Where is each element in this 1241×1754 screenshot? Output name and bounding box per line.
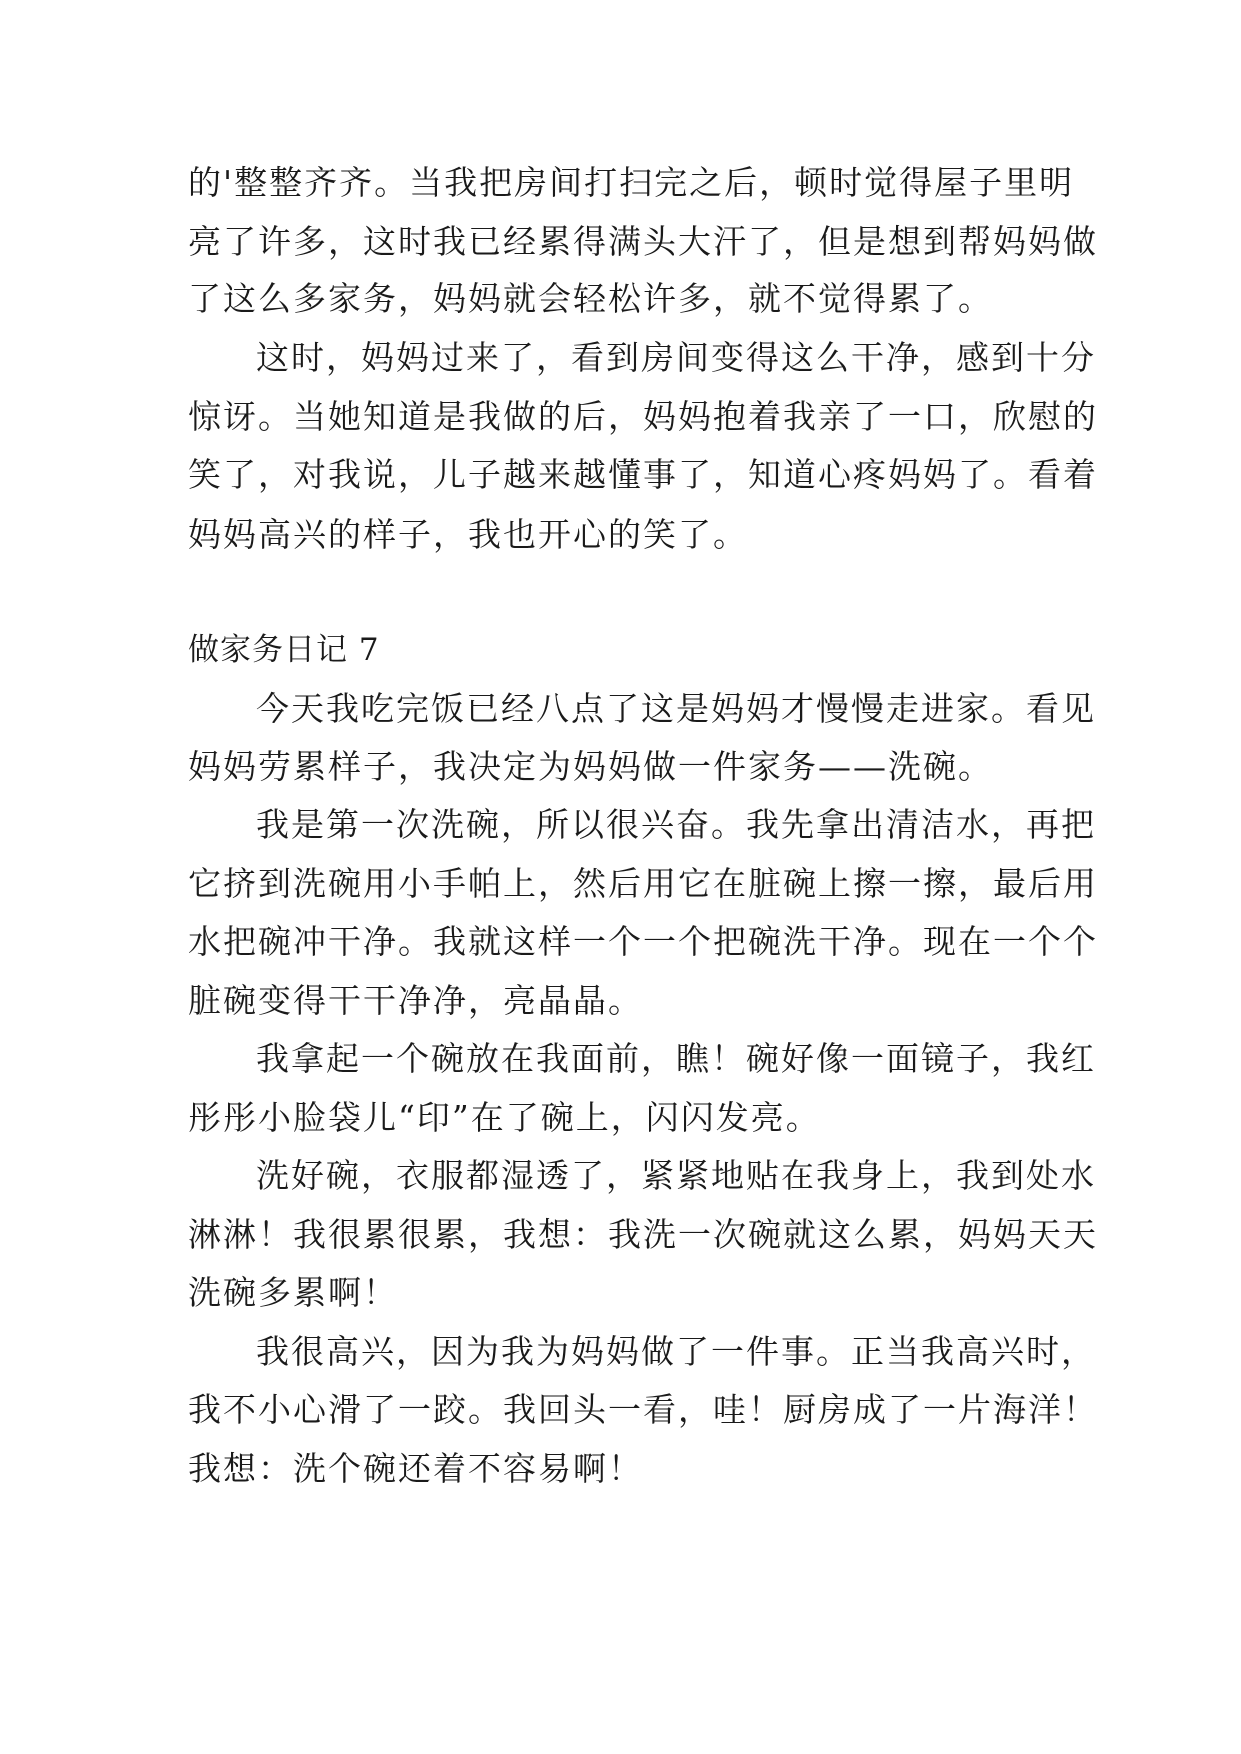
- text-line: 它挤到洗碗用小手帕上，然后用它在脏碗上擦一擦，最后用: [188, 864, 1098, 903]
- text-line: 脏碗变得干干净净，亮晶晶。: [188, 981, 643, 1020]
- paragraph-first-line: 我是第一次洗碗，所以很兴奋。我先拿出清洁水，再把: [256, 805, 1096, 844]
- text-line: 了这么多家务，妈妈就会轻松许多，就不觉得累了。: [188, 279, 993, 318]
- text-line: 妈妈高兴的样子，我也开心的笑了。: [188, 515, 748, 554]
- text-line: 惊讶。当她知道是我做的后，妈妈抱着我亲了一口，欣慰的: [188, 397, 1098, 436]
- text-line: 彤彤小脸袋儿“印”在了碗上，闪闪发亮。: [188, 1098, 821, 1137]
- text-line: 笑了，对我说，儿子越来越懂事了，知道心疼妈妈了。看着: [188, 455, 1098, 494]
- text-line: 的'整整齐齐。当我把房间打扫完之后，顿时觉得屋子里明: [188, 163, 1075, 202]
- text-line: 淋淋！我很累很累，我想：我洗一次碗就这么累，妈妈天天: [188, 1215, 1098, 1254]
- text-line: 水把碗冲干净。我就这样一个一个把碗洗干净。现在一个个: [188, 922, 1098, 961]
- text-line: 洗碗多累啊！: [188, 1273, 398, 1312]
- text-line: 亮了许多，这时我已经累得满头大汗了，但是想到帮妈妈做: [188, 222, 1098, 261]
- paragraph-first-line: 我拿起一个碗放在我面前，瞧！碗好像一面镜子，我红: [256, 1039, 1096, 1078]
- paragraph-first-line: 这时，妈妈过来了，看到房间变得这么干净，感到十分: [256, 338, 1096, 377]
- section-heading: 做家务日记 7: [188, 632, 380, 668]
- text-line: 我不小心滑了一跤。我回头一看，哇！厨房成了一片海洋！: [188, 1390, 1098, 1429]
- paragraph-first-line: 今天我吃完饭已经八点了这是妈妈才慢慢走进家。看见: [256, 689, 1096, 728]
- paragraph-first-line: 我很高兴，因为我为妈妈做了一件事。正当我高兴时，: [256, 1332, 1096, 1371]
- text-line: 我想：洗个碗还着不容易啊！: [188, 1449, 643, 1488]
- text-line: 妈妈劳累样子，我决定为妈妈做一件家务——洗碗。: [188, 747, 993, 786]
- paragraph-first-line: 洗好碗，衣服都湿透了，紧紧地贴在我身上，我到处水: [256, 1156, 1096, 1195]
